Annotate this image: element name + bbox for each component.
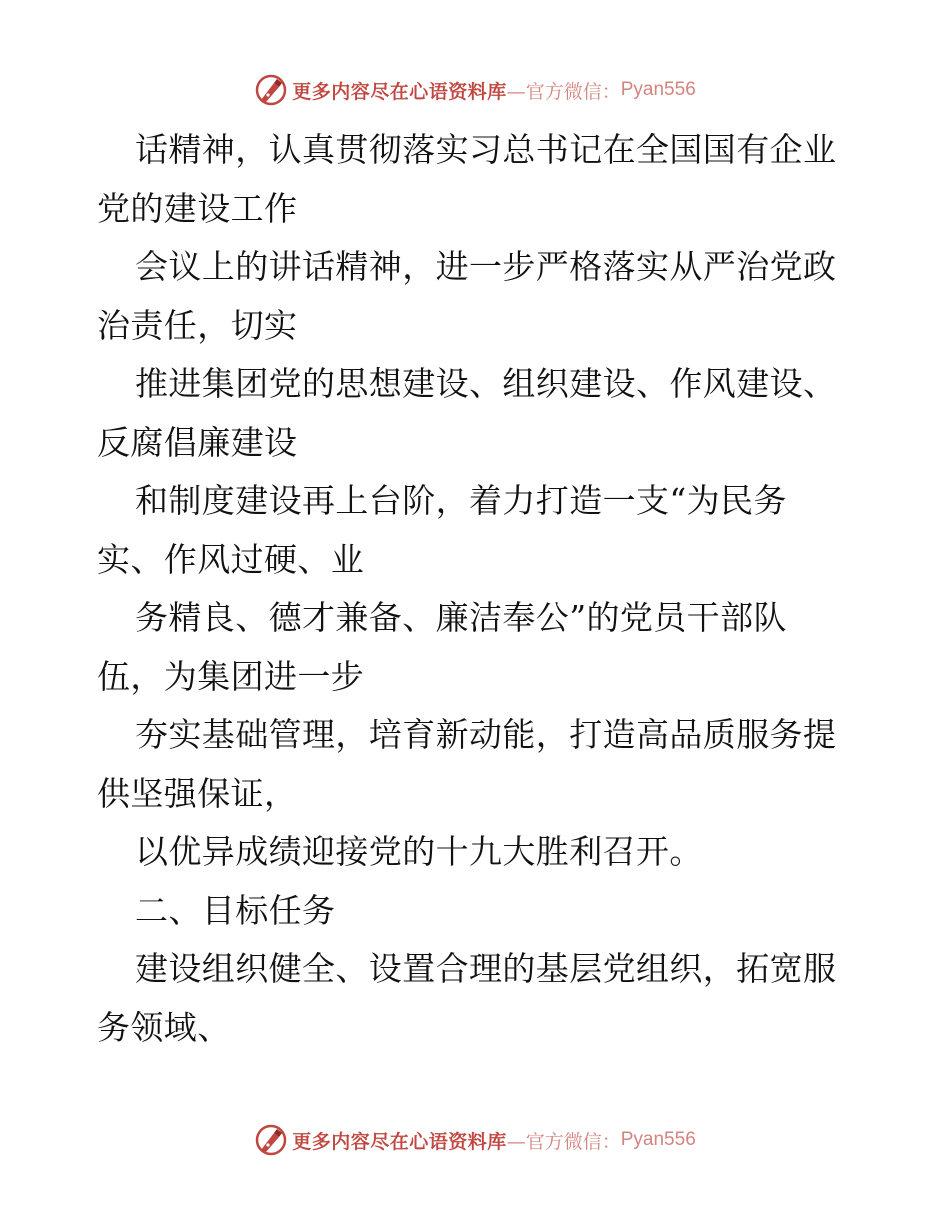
text-line: 供坚强保证， xyxy=(97,773,298,813)
banner-wechat-id: Pyan556 xyxy=(620,1129,696,1150)
text-line: 建设组织健全、设置合理的基层党组织，拓宽服 xyxy=(135,949,837,988)
banner-wechat-label: —官方微信： xyxy=(506,80,621,103)
text-line: 务精良、德才兼备、廉洁奉公”的党员干部队 xyxy=(135,598,787,637)
section-heading: 二、目标任务 xyxy=(135,890,336,930)
header-banner xyxy=(0,70,950,110)
pen-nib-logo-icon xyxy=(254,1123,288,1157)
banner-wechat-id: Pyan556 xyxy=(620,79,696,100)
banner-wechat-label: —官方微信： xyxy=(506,1130,621,1153)
text-line: 会议上的讲话精神，进一步严格落实从严治党政 xyxy=(135,247,837,286)
pen-nib-logo-icon xyxy=(254,73,288,107)
banner-title: 更多内容尽在心语资料库 xyxy=(292,80,507,103)
text-line: 党的建设工作 xyxy=(97,188,298,228)
footer-banner xyxy=(0,1120,950,1160)
text-line: 和制度建设再上台阶，着力打造一支“为民务 xyxy=(135,481,787,520)
text-line: 推进集团党的思想建设、组织建设、作风建设、 xyxy=(135,364,837,403)
text-line: 务领域、 xyxy=(97,1007,231,1047)
banner-title: 更多内容尽在心语资料库 xyxy=(292,1130,507,1153)
text-line: 实、作风过硬、业 xyxy=(97,539,365,579)
document-body xyxy=(97,121,857,1057)
text-line: 话精神，认真贯彻落实习总书记在全国国有企业 xyxy=(135,130,837,169)
text-line: 反腐倡廉建设 xyxy=(97,422,298,462)
text-line: 治责任，切实 xyxy=(97,305,298,345)
text-line: 夯实基础管理，培育新动能，打造高品质服务提 xyxy=(135,715,837,754)
text-line: 以优异成绩迎接党的十九大胜利召开。 xyxy=(135,832,703,871)
text-line: 伍，为集团进一步 xyxy=(97,656,365,696)
